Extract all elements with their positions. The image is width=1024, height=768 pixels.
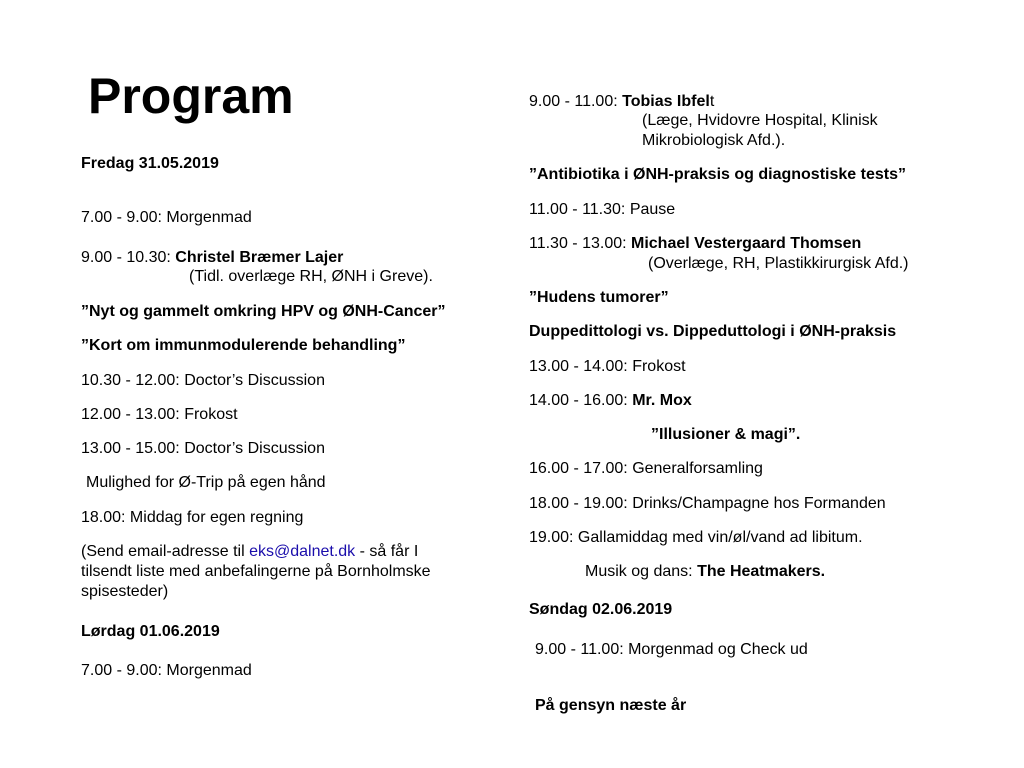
lajer-name: Christel Bræmer Lajer <box>175 249 344 266</box>
talk-antibiotics: ”Antibiotika i ØNH-praksis og diagnostiske tests” <box>529 166 906 183</box>
talk-immunmodulation: ”Kort om immunmodulerende behandling” <box>81 337 406 354</box>
fri-lunch: 12.00 - 13.00: Frokost <box>81 406 238 423</box>
gala-dinner: 19.00: Gallamiddag med vin/øl/vand ad libitum. <box>529 529 863 546</box>
ibfelt-line <box>529 92 714 111</box>
drinks: 18.00 - 19.00: Drinks/Champagne hos Formanden <box>529 495 886 512</box>
music-line <box>585 562 825 581</box>
talk-magic: ”Illusioner & magi”. <box>651 426 801 443</box>
talk-tumors: ”Hudens tumorer” <box>529 289 669 306</box>
mox-line <box>529 391 692 410</box>
ibfelt-affiliation-2: Mikrobiologisk Afd.). <box>642 132 786 149</box>
sun-checkout: 9.00 - 11.00: Morgenmad og Check ud <box>535 641 808 658</box>
ibfelt-name: Tobias Ibfel <box>622 93 710 110</box>
email-note-prefix: (Send email-adresse til <box>81 543 250 560</box>
sunday-heading: Søndag 02.06.2019 <box>529 601 673 618</box>
friday-heading: Fredag 31.05.2019 <box>81 155 219 172</box>
discussion-1: 10.30 - 12.00: Doctor’s Discussion <box>81 372 325 389</box>
thomsen-time: 11.30 - 13.00: <box>529 235 631 252</box>
email-note-line1 <box>81 542 418 561</box>
island-trip: Mulighed for Ø-Trip på egen hånd <box>86 474 326 491</box>
fri-dinner: 18.00: Middag for egen regning <box>81 509 304 526</box>
sat-breakfast: 7.00 - 9.00: Morgenmad <box>81 662 252 679</box>
mox-time: 14.00 - 16.00: <box>529 392 633 409</box>
email-note-suffix: - så får I <box>355 543 419 560</box>
thomsen-affiliation: (Overlæge, RH, Plastikkirurgisk Afd.) <box>648 255 909 272</box>
ibfelt-name-end: t <box>709 93 715 110</box>
saturday-heading: Lørdag 01.06.2019 <box>81 623 220 640</box>
thomsen-name: Michael Vestergaard Thomsen <box>631 235 862 252</box>
music-prefix: Musik og dans: <box>585 563 698 580</box>
lajer-affiliation: (Tidl. overlæge RH, ØNH i Greve). <box>189 268 433 285</box>
page-title: Program <box>88 68 294 124</box>
mox-name: Mr. Mox <box>632 392 692 409</box>
lajer-line <box>81 248 343 267</box>
farewell: På gensyn næste år <box>535 697 687 714</box>
sat-lunch: 13.00 - 14.00: Frokost <box>529 358 686 375</box>
lajer-time: 9.00 - 10.30: <box>81 249 176 266</box>
email-note-line3: spisesteder) <box>81 583 169 600</box>
discussion-2: 13.00 - 15.00: Doctor’s Discussion <box>81 440 325 457</box>
fri-breakfast: 7.00 - 9.00: Morgenmad <box>81 209 252 226</box>
thomsen-line <box>529 234 861 253</box>
ibfelt-time: 9.00 - 11.00: <box>529 93 623 110</box>
email-link[interactable]: eks@dalnet.dk <box>249 543 356 560</box>
band-name: The Heatmakers. <box>697 563 826 580</box>
general-meeting: 16.00 - 17.00: Generalforsamling <box>529 460 763 477</box>
talk-hpv: ”Nyt og gammelt omkring HPV og ØNH-Cancer” <box>81 303 446 320</box>
ibfelt-affiliation-1: (Læge, Hvidovre Hospital, Klinisk <box>642 112 878 129</box>
talk-duppedittologi: Duppedittologi vs. Dippeduttologi i ØNH-praksis <box>529 323 897 340</box>
email-note-line2: tilsendt liste med anbefalingerne på Bornholmske <box>81 563 431 580</box>
pause: 11.00 - 11.30: Pause <box>529 201 676 218</box>
